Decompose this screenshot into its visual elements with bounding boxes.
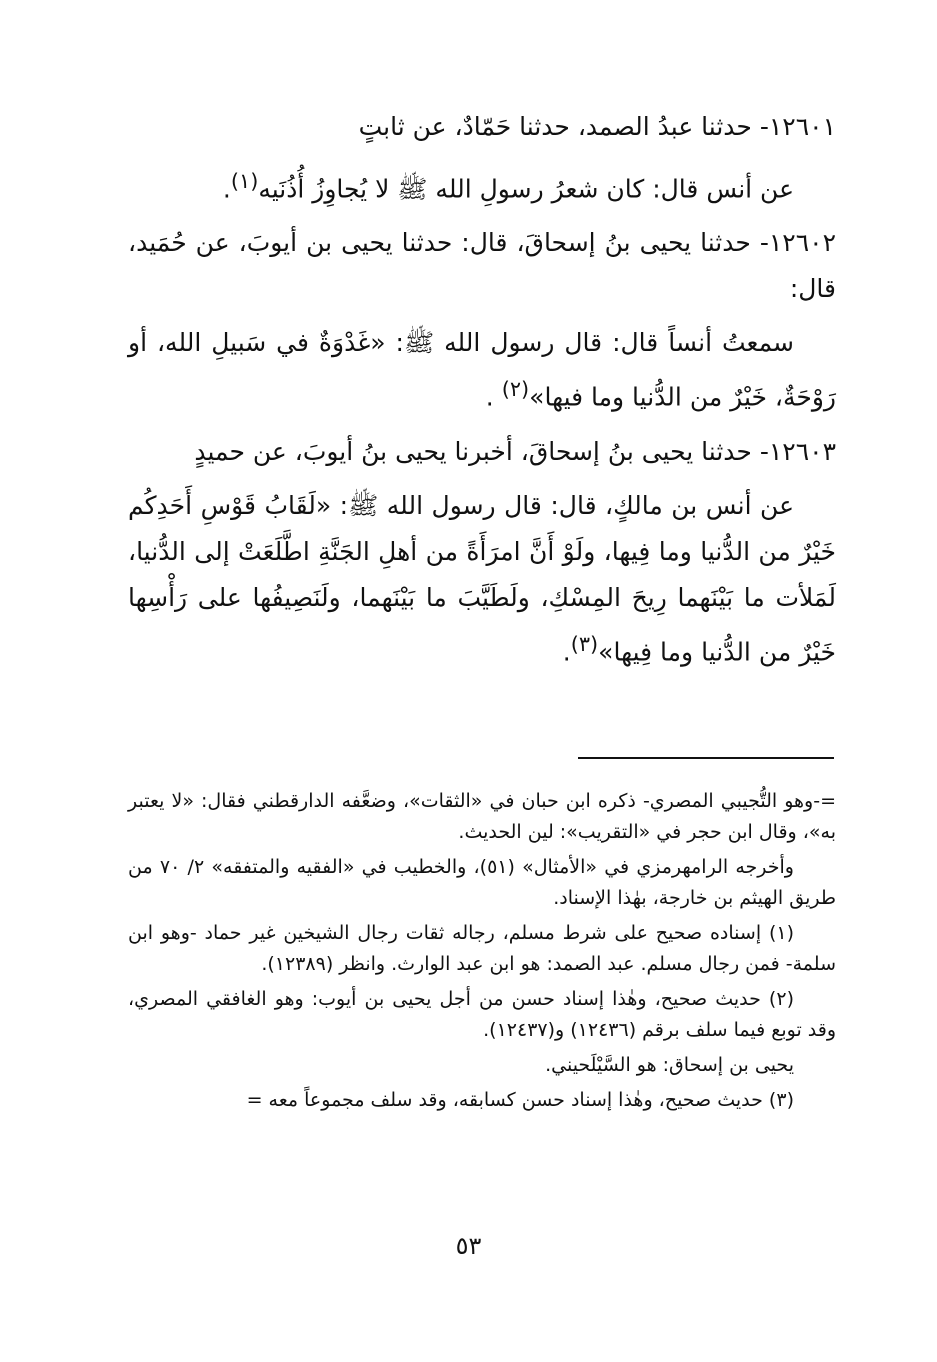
footnote-2: (٢) حديث صحيح، وهٰذا إسناد حسن من أجل يحيى بن أيوب: وهو الغافقي المصري، وقد توبع فيما سلف برقم (١٢٤٣٦) و(١٢٤٣٧). xyxy=(128,988,836,1041)
page-number: ٥٣ xyxy=(455,1232,482,1260)
main-text xyxy=(128,104,836,683)
footnote-ref-1: (١) xyxy=(230,169,259,193)
hadith-12602-body: سمعتُ أنساً قال: قال رسول الله ﷺ: «غَدْوَةٌ في سَبيلِ الله، أو رَوْحَةٌ، خَيْرٌ من الدُّنيا وما فيها»$^{(٢)}$ . xyxy=(128,328,836,412)
footnotes xyxy=(128,786,836,1120)
hadith-12603-isnad-text: ١٢٦٠٣- حدثنا يحيى بنُ إسحاقَ، أخبرنا يحيى بنُ أيوبَ، عن حميدٍ xyxy=(194,436,836,466)
hadith-12603-isnad xyxy=(128,429,836,475)
footnote-ref-2: (٢) xyxy=(501,377,530,402)
hadith-12602-body-text: سمعتُ أنساً قال: قال رسول الله ﷺ: «غَدْوَةٌ في سَبيلِ الله، أو رَوْحَةٌ، خَيْرٌ من الدُّنيا وما فيها» xyxy=(128,328,836,412)
footnote-continued-a: =-وهو التُّجيبي المصري- ذكره ابن حبان في «الثقات»، وضعَّفه الدارقطني فقال: «لا يعتبر به»، وقال ابن حجر في «التقريب»: لين الحديث. xyxy=(128,790,836,843)
hadith-12601-isnad xyxy=(128,104,836,150)
hadith-12601-isnad-text: ١٢٦٠١- حدثنا عبدُ الصمد، حدثنا حَمّادٌ، عن ثابتٍ xyxy=(358,112,836,141)
footnote-divider xyxy=(578,757,834,759)
footnote-2-extra: يحيى بن إسحاق: هو السَّيْلَحيني. xyxy=(545,1054,794,1076)
hadith-12601-body-text: عن أنس قال: كان شعرُ رسولِ الله ﷺ لا يُجاوِزُ أُذُنَيه xyxy=(258,174,794,204)
hadith-12603-body: عن أنس بن مالكٍ، قال: قال رسول الله ﷺ: «لَقَابُ قَوْسِ أَحَدِكُم خَيْرٌ من الدُّنيا وما فِيها، ولَوْ أَنَّ امرَأَةً من أهلِ الجَنَّةِ اطَّلَعَتْ إلى الدُّنيا، لَمَلأت ما بَيْنَهما رِيحَ المِسْكِ، ولَطَيَّبَ ما بَيْنَهما، ولَنَصِيفُها على رَأْسِها خَيْرٌ من الدُّنيا وما فِيها»$^{(٣)}$. xyxy=(128,490,836,666)
footnote-ref-3: (٣) xyxy=(570,631,599,656)
hadith-12602-isnad xyxy=(128,220,836,312)
footnote-3: (٣) حديث صحيح، وهٰذا إسناد حسن كسابقه، وقد سلف مجموعاً معه = xyxy=(246,1089,794,1111)
footnote-continued-b: وأخرجه الرامهرمزي في «الأمثال» (٥١)، والخطيب في «الفقيه والمتفقه» ٢/ ٧٠ من طريق الهيثم بن خارجة، بهٰذا الإسناد. xyxy=(128,856,836,909)
hadith-12603-body-text: عن أنس بن مالكٍ، قال: قال رسول الله ﷺ: «لَقَابُ قَوْسِ أَحَدِكُم خَيْرٌ من الدُّنيا وما فِيها، ولَوْ أَنَّ امرَأَةً من أهلِ الجَنَّةِ اطَّلَعَتْ إلى الدُّنيا، لَمَلأت ما بَيْنَهما رِيحَ المِسْكِ، ولَطَيَّبَ ما بَيْنَهما، ولَنَصِيفُها على رَأْسِها خَيْرٌ من الدُّنيا وما فِيها» xyxy=(128,490,836,666)
hadith-12601-body: عن أنس قال: كان شعرُ رسولِ الله ﷺ لا يُجاوِزُ أُذُنَيه$^{(١)}$. xyxy=(222,169,794,204)
footnote-1: (١) إسناده صحيح على شرط مسلم، رجاله ثقات رجال الشيخين غير حماد -وهو ابن سلمة- فمن رجال مسلم. عبد الصمد: هو ابن عبد الوارث. وانظر (١٢٣٨٩). xyxy=(128,922,836,975)
hadith-12602-isnad-text: ١٢٦٠٢- حدثنا يحيى بنُ إسحاقَ، قال: حدثنا يحيى بن أيوبَ، عن حُمَيد، قال: xyxy=(128,228,836,304)
